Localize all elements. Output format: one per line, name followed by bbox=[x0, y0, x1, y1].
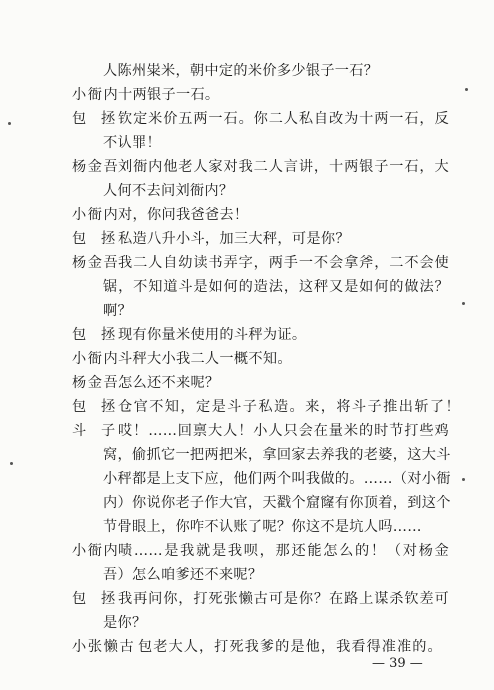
dialogue-line: 仓官不知，定是斗子私造。来，将斗子推出斩了！ bbox=[118, 399, 460, 415]
dialogue-line: 怎么还不来呢？ bbox=[118, 375, 220, 391]
speaker-name: 杨金吾 bbox=[72, 255, 118, 271]
speaker-name: 包 拯 bbox=[72, 111, 116, 127]
dialogue-line: 钦定米价五两一石。你二人私自改为十两一石，反 bbox=[118, 111, 449, 127]
speaker-name: 斗 子 bbox=[72, 423, 116, 439]
speaker-name: 小衙内 bbox=[72, 87, 118, 103]
dialogue-continuation: 是你？ bbox=[103, 615, 147, 631]
page-number: — 39 — bbox=[372, 656, 423, 671]
scan-speck bbox=[462, 302, 465, 305]
dialogue-line: 私造八升小斗，加三大秤，可是你？ bbox=[118, 231, 350, 247]
speaker-name: 小衙内 bbox=[72, 351, 118, 367]
speaker-name: 杨金吾 bbox=[72, 375, 118, 391]
dialogue-continuation: 人陈州粜米，朝中定的米价多少银子一石？ bbox=[103, 63, 379, 79]
dialogue-continuation: 小秤都是上支下应，他们两个叫我做的。……（对小衙 bbox=[103, 471, 451, 487]
dialogue-line: 十两银子一石。 bbox=[118, 87, 220, 103]
dialogue-continuation: 人何不去问刘衙内？ bbox=[103, 183, 234, 199]
dialogue-line: 现有你量米使用的斗秤为证。 bbox=[118, 327, 307, 343]
speaker-name: 包 拯 bbox=[72, 399, 116, 415]
dialogue-line: 啧……是我就是我呗，那还能怎么的！（对杨金 bbox=[118, 543, 449, 559]
speaker-name: 小衙内 bbox=[72, 207, 118, 223]
dialogue-continuation: 不认罪！ bbox=[103, 135, 161, 151]
speaker-name: 小衙内 bbox=[72, 543, 118, 559]
dialogue-continuation: 内）你说你老子作大官，天戳个窟窿有你顶着，到这个 bbox=[103, 495, 451, 511]
dialogue-line: 斗秤大小我二人一概不知。 bbox=[118, 351, 292, 367]
dialogue-continuation: 节骨眼上，你咋不认账了呢？你这不是坑人吗…… bbox=[103, 519, 422, 535]
dialogue-line: 我再问你，打死张懒古可是你？在路上谋杀钦差可 bbox=[118, 591, 449, 607]
dialogue-line: 对，你问我爸爸去！ bbox=[118, 207, 249, 223]
dialogue-continuation: 吾）怎么咱爹还不来呢？ bbox=[103, 567, 263, 583]
scan-speck bbox=[10, 462, 13, 465]
speaker-name: 包 拯 bbox=[72, 327, 116, 343]
dialogue-continuation: 窝，偷抓它一把两把米，拿回家去养我的老婆，这大斗 bbox=[103, 447, 451, 463]
dialogue-line: 我二人自幼读书弄字，两手一不会拿斧，二不会使 bbox=[118, 255, 449, 271]
scan-speck bbox=[465, 88, 468, 91]
speaker-name: 包 拯 bbox=[72, 591, 116, 607]
speaker-name: 包 拯 bbox=[72, 231, 116, 247]
dialogue-line: 哎！……回禀大人！小人只会在量米的时节打些鸡 bbox=[118, 423, 449, 439]
speaker-name: 小张懒古 bbox=[72, 639, 134, 655]
dialogue-continuation: 啊？ bbox=[103, 303, 132, 319]
dialogue-line: 刘衙内他老人家对我二人言讲，十两银子一石，大 bbox=[118, 159, 449, 175]
speaker-name: 杨金吾 bbox=[72, 159, 118, 175]
dialogue-continuation: 锯，不知道斗是如何的造法，这秤又是如何的做法？ bbox=[103, 279, 449, 295]
dialogue-line: 包老大人，打死我爹的是他，我看得准准的。 bbox=[138, 639, 442, 655]
scan-speck bbox=[462, 478, 465, 481]
scan-speck bbox=[8, 122, 11, 125]
